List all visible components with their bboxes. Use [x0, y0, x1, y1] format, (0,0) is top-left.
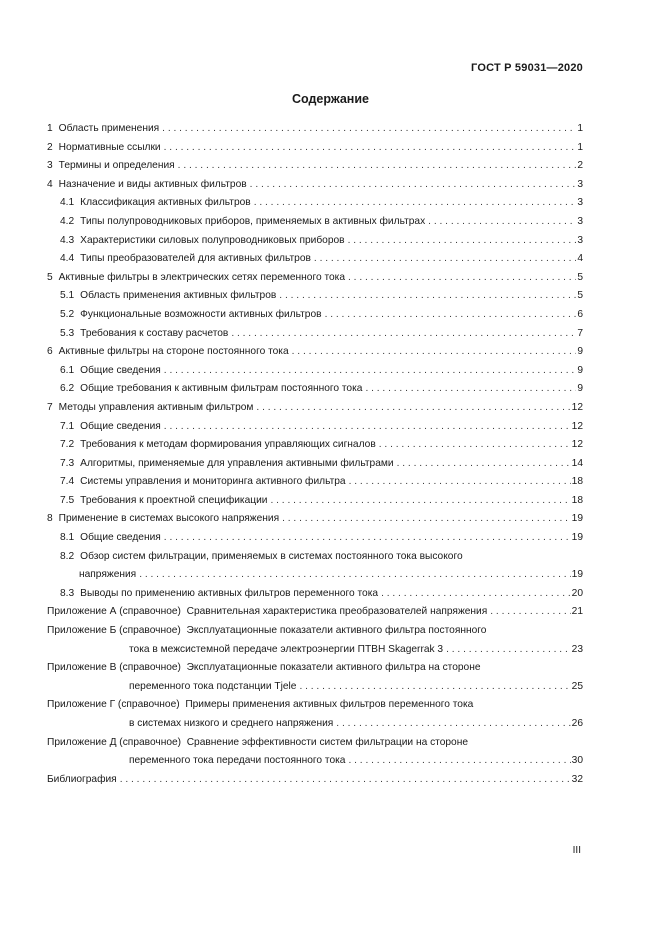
toc-leader-dots — [378, 585, 571, 604]
toc-entry[interactable] — [47, 139, 583, 158]
toc-leader-dots — [443, 641, 571, 660]
toc-leader-dots — [247, 176, 577, 195]
toc-entry-number: 5.2 — [60, 308, 75, 320]
toc-entry-number: 1 — [47, 123, 53, 134]
toc-entry[interactable] — [60, 380, 583, 399]
toc-entry-label: Активные фильтры на стороне постоянного тока — [58, 346, 289, 358]
toc-entry-label: Приложение Д (справочное) Сравнение эффективности систем фильтрации на стороне — [47, 736, 469, 748]
toc-entry-page: 30 — [571, 755, 583, 767]
toc-entry-number: 5.1 — [60, 290, 75, 302]
toc-leader-dots — [161, 362, 577, 381]
toc-entry-page: 9 — [577, 346, 583, 358]
toc-entry-label: Приложение Б (справочное) Эксплуатационные показатели активного фильтра постоянного — [47, 625, 487, 637]
toc-leader-dots — [251, 194, 577, 213]
toc-entry-label: в системах низкого и среднего напряжения — [129, 718, 334, 729]
toc-leader-dots — [175, 157, 577, 176]
toc-entry[interactable] — [60, 436, 583, 455]
toc-entry-label: Требования к методам формирования управляющих сигналов — [80, 439, 376, 451]
toc-entry[interactable] — [60, 325, 583, 344]
toc-entry-number: 4.4 — [60, 253, 75, 265]
toc-entry[interactable] — [47, 603, 583, 622]
toc-entry-label: Термины и определения — [58, 160, 175, 172]
toc-entry-number: 7.2 — [60, 439, 75, 451]
toc-entry-label: Выводы по применению активных фильтров переменного тока — [80, 587, 379, 599]
page-number: III — [572, 845, 581, 856]
toc-leader-dots — [333, 715, 570, 734]
toc-entry[interactable] — [60, 213, 583, 232]
toc-entry-number: 8.3 — [60, 587, 75, 599]
toc-entry-page: 18 — [571, 476, 583, 488]
toc-entry-label: переменного тока передачи постоянного тока — [129, 755, 346, 767]
toc-leader-dots — [161, 529, 571, 548]
toc-leader-dots — [425, 213, 576, 232]
toc-entry-number: 4.3 — [60, 234, 75, 246]
toc-entry[interactable] — [47, 622, 583, 641]
toc-entry-page: 25 — [571, 680, 583, 692]
toc-entry[interactable] — [47, 120, 583, 139]
toc-entry[interactable] — [129, 715, 583, 734]
toc-entry-page: 23 — [571, 643, 583, 655]
toc-entry-page: 3 — [577, 215, 583, 227]
toc-entry[interactable] — [79, 566, 583, 585]
toc-leader-dots — [276, 287, 576, 306]
toc-entry-page: 6 — [577, 308, 583, 320]
toc-leader-dots — [345, 232, 577, 251]
toc-entry-page: 18 — [571, 494, 583, 506]
toc-entry-page: 12 — [571, 420, 583, 432]
toc-entry-number: 8.1 — [60, 532, 75, 544]
toc-entry-number: 7.4 — [60, 476, 75, 488]
toc-leader-dots — [267, 492, 570, 511]
toc-entry[interactable] — [60, 548, 583, 567]
toc-leader-dots — [253, 399, 570, 418]
toc-leader-dots — [117, 771, 571, 790]
toc-entry-page: 3 — [577, 178, 583, 190]
toc-entry-page: 1 — [577, 123, 583, 134]
toc-entry-number: 7.3 — [60, 457, 75, 469]
toc-entry-page: 9 — [577, 364, 583, 376]
toc-entry-label: Требования к составу расчетов — [80, 327, 229, 339]
toc-leader-dots — [345, 269, 576, 288]
toc-entry[interactable] — [60, 306, 583, 325]
toc-entry-label: Применение в системах высокого напряжения — [58, 513, 280, 525]
toc-entry-label: Область применения — [58, 123, 160, 134]
toc-leader-dots — [228, 325, 576, 344]
toc-entry-label: Типы полупроводниковых приборов, применяемых в активных фильтрах — [80, 215, 426, 227]
table-of-contents — [47, 120, 583, 789]
toc-entry[interactable] — [60, 250, 583, 269]
toc-entry[interactable] — [60, 585, 583, 604]
toc-entry-number: 6.1 — [60, 364, 75, 376]
toc-leader-dots — [159, 120, 576, 139]
toc-entry-number: 8.2 — [60, 550, 75, 562]
toc-leader-dots — [161, 139, 577, 158]
toc-entry-number: 2 — [47, 141, 53, 153]
toc-entry-label: Алгоритмы, применяемые для управления активными фильтрами — [80, 457, 394, 469]
toc-entry-label: Общие сведения — [80, 364, 161, 376]
toc-entry-number: 4.2 — [60, 215, 75, 227]
toc-entry-page: 21 — [571, 606, 583, 618]
toc-leader-dots — [289, 343, 577, 362]
toc-entry[interactable] — [60, 492, 583, 511]
toc-entry-page: 20 — [571, 587, 583, 599]
toc-entry-label: Приложение Г (справочное) Примеры применения активных фильтров переменного тока — [47, 699, 474, 711]
toc-entry-label: Приложение В (справочное) Эксплуатационные показатели активного фильтра на стороне — [47, 662, 481, 674]
toc-entry[interactable] — [60, 287, 583, 306]
toc-entry-number: 4.1 — [60, 197, 75, 209]
toc-entry-label: тока в межсистемной передаче электроэнергии ПТВН Skagerrak 3 — [129, 643, 444, 655]
toc-entry[interactable] — [47, 696, 583, 715]
toc-entry-page: 19 — [571, 513, 583, 525]
toc-leader-dots — [311, 250, 576, 269]
toc-entry-label: Требования к проектной спецификации — [80, 494, 268, 506]
toc-entry-page: 32 — [571, 773, 583, 785]
toc-entry-label: Обзор систем фильтрации, применяемых в системах постоянного тока высокого — [80, 550, 463, 562]
toc-entry-label: напряжения — [79, 569, 137, 581]
toc-entry[interactable] — [60, 455, 583, 474]
toc-leader-dots — [394, 455, 571, 474]
toc-entry[interactable] — [129, 752, 583, 771]
toc-entry-page: 26 — [571, 718, 583, 729]
toc-entry-page: 14 — [571, 457, 583, 469]
toc-entry[interactable] — [47, 510, 583, 529]
toc-entry-page: 12 — [571, 439, 583, 451]
toc-entry[interactable] — [47, 269, 583, 288]
toc-entry-number: 3 — [47, 160, 53, 172]
toc-entry-label: Типы преобразователей для активных фильтров — [80, 253, 311, 265]
document-code: ГОСТ Р 59031—2020 — [471, 62, 583, 74]
toc-entry[interactable] — [60, 418, 583, 437]
toc-entry[interactable] — [60, 529, 583, 548]
toc-entry-label: Общие сведения — [80, 420, 161, 432]
toc-entry-page: 9 — [577, 383, 583, 395]
toc-entry-page: 19 — [571, 569, 583, 581]
toc-entry-number: 7.1 — [60, 420, 75, 432]
toc-leader-dots — [136, 566, 570, 585]
toc-entry-label: Общие требования к активным фильтрам постоянного тока — [80, 383, 363, 395]
toc-entry-page: 2 — [577, 160, 583, 172]
toc-leader-dots — [345, 752, 570, 771]
toc-entry[interactable] — [47, 399, 583, 418]
toc-entry[interactable] — [60, 194, 583, 213]
toc-entry-page: 7 — [577, 327, 583, 339]
toc-leader-dots — [161, 418, 571, 437]
toc-leader-dots — [362, 380, 576, 399]
toc-entry-label: переменного тока подстанции Tjele — [129, 680, 297, 692]
page-title: Содержание — [291, 92, 369, 106]
toc-entry-page: 3 — [577, 234, 583, 246]
toc-entry-number: 4 — [47, 178, 53, 190]
toc-entry-label: Назначение и виды активных фильтров — [58, 178, 247, 190]
toc-leader-dots — [279, 510, 571, 529]
toc-entry-label: Функциональные возможности активных фильтров — [80, 308, 322, 320]
toc-leader-dots — [376, 436, 571, 455]
toc-entry-page: 1 — [577, 141, 583, 153]
toc-entry-page: 3 — [577, 197, 583, 209]
toc-leader-dots — [322, 306, 577, 325]
toc-entry-page: 5 — [577, 271, 583, 283]
toc-leader-dots — [296, 678, 570, 697]
toc-entry-label: Системы управления и мониторинга активного фильтра — [80, 476, 346, 488]
toc-entry-label: Активные фильтры в электрических сетях переменного тока — [58, 271, 346, 283]
toc-entry[interactable] — [129, 678, 583, 697]
toc-entry[interactable] — [47, 343, 583, 362]
toc-entry-label: Методы управления активным фильтром — [58, 401, 254, 413]
toc-entry-label: Библиография — [47, 773, 117, 785]
toc-entry[interactable] — [47, 157, 583, 176]
toc-entry-page: 5 — [577, 290, 583, 302]
toc-entry-number: 5 — [47, 271, 53, 283]
toc-entry[interactable] — [47, 771, 583, 790]
toc-entry[interactable] — [47, 176, 583, 195]
toc-entry-label: Характеристики силовых полупроводниковых приборов — [80, 234, 345, 246]
toc-entry-number: 7.5 — [60, 494, 75, 506]
toc-entry[interactable] — [60, 232, 583, 251]
toc-entry-label: Нормативные ссылки — [58, 141, 161, 153]
toc-entry[interactable] — [129, 641, 583, 660]
toc-leader-dots — [487, 603, 570, 622]
toc-entry[interactable] — [60, 473, 583, 492]
toc-entry-label: Приложение А (справочное) Сравнительная характеристика преобразователей напряжения — [47, 606, 488, 618]
toc-entry[interactable] — [47, 734, 583, 753]
toc-entry-label: Общие сведения — [80, 532, 161, 544]
toc-entry-page: 4 — [577, 253, 583, 265]
toc-leader-dots — [346, 473, 571, 492]
toc-entry[interactable] — [47, 659, 583, 678]
toc-entry-page: 12 — [571, 401, 583, 413]
toc-entry-label: Классификация активных фильтров — [80, 197, 251, 209]
toc-entry-label: Область применения активных фильтров — [80, 290, 277, 302]
toc-entry-number: 8 — [47, 513, 53, 525]
toc-entry-page: 19 — [571, 532, 583, 544]
toc-entry[interactable] — [60, 362, 583, 381]
toc-entry-number: 6.2 — [60, 383, 75, 395]
toc-entry-number: 5.3 — [60, 327, 75, 339]
toc-entry-number: 6 — [47, 346, 53, 358]
toc-entry-number: 7 — [47, 401, 53, 413]
